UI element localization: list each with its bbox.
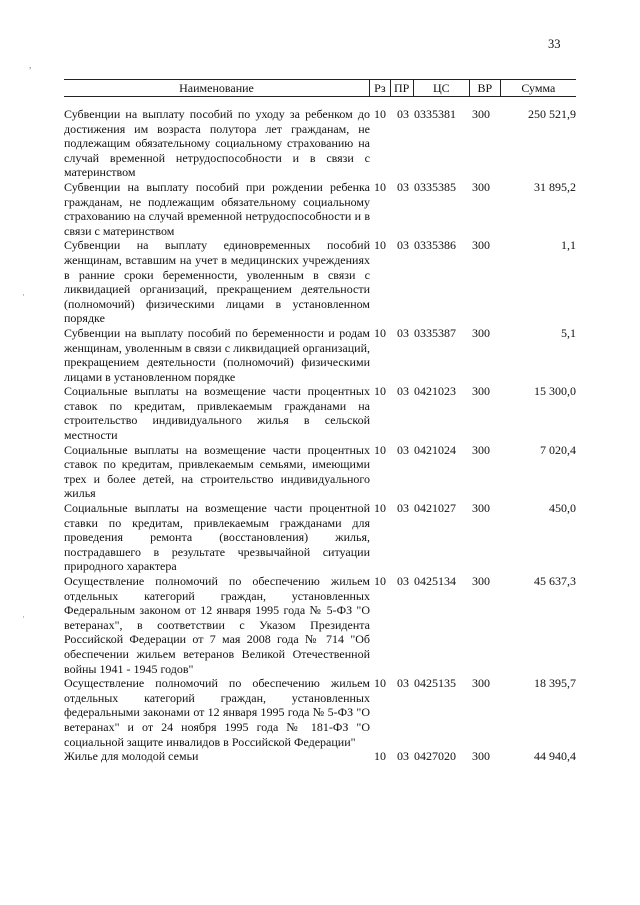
row-vr: 300 bbox=[472, 574, 490, 588]
row-pr: 03 bbox=[397, 676, 409, 691]
row-sum: 1,1 bbox=[561, 238, 576, 253]
row-vr: 300 bbox=[472, 442, 490, 457]
row-pr: 03 bbox=[397, 325, 409, 340]
row-pr: 03 bbox=[397, 442, 409, 457]
row-vr: 300 bbox=[472, 501, 490, 516]
row-pr: 03 bbox=[397, 749, 409, 764]
row-vr: 300 bbox=[472, 676, 490, 691]
row-sum: 31 895,2 bbox=[534, 179, 576, 194]
table-row bbox=[64, 443, 576, 501]
row-cs: 0427020 bbox=[414, 749, 456, 764]
row-sum: 450,0 bbox=[549, 501, 576, 516]
row-cs: 0421023 bbox=[414, 384, 456, 399]
row-rz: 10 bbox=[374, 179, 386, 194]
row-name: Субвенции на выплату пособий при рождении ребенка гражданам, не подлежащим обязательному социальному страхованию на случай временной нетрудоспособности и в связи с материнством bbox=[64, 179, 370, 238]
row-vr: 300 bbox=[472, 107, 490, 121]
table-header bbox=[64, 79, 576, 97]
row-pr: 03 bbox=[397, 384, 409, 399]
row-cs: 0421024 bbox=[414, 442, 456, 457]
table-row bbox=[64, 574, 576, 676]
row-pr: 03 bbox=[397, 238, 409, 253]
row-name: Субвенции на выплату единовременных пособий женщинам, вставшим на учет в медицинских учреждениях в ранние сроки беременности, уволенным в связи с ликвидацией организаций, прекращением деятельности (полномочий) физическими лицами в установленном порядке bbox=[64, 238, 370, 326]
row-cs: 0335387 bbox=[414, 325, 456, 340]
table-row bbox=[64, 326, 576, 384]
header-vr: ВР bbox=[469, 80, 500, 96]
header-rz: Рз bbox=[369, 80, 390, 96]
table-row bbox=[64, 238, 576, 326]
row-cs: 0335381 bbox=[414, 107, 456, 121]
header-pr: ПР bbox=[390, 80, 413, 96]
row-cs: 0425134 bbox=[414, 574, 456, 588]
budget-table bbox=[64, 79, 576, 764]
row-pr: 03 bbox=[397, 574, 409, 588]
row-rz: 10 bbox=[374, 749, 386, 764]
row-rz: 10 bbox=[374, 501, 386, 516]
table-row bbox=[64, 501, 576, 574]
table-row bbox=[64, 384, 576, 442]
row-name: Социальные выплаты на возмещение части процентной ставки по кредитам, привлекаемым гражданами для проведения ремонта (восстановления) жилья, пострадавшего в результате чрезвычайной ситуации природного характера bbox=[64, 501, 370, 574]
row-rz: 10 bbox=[374, 107, 386, 121]
scan-speck: · bbox=[22, 612, 25, 622]
table-body bbox=[64, 107, 576, 764]
row-rz: 10 bbox=[374, 238, 386, 253]
row-name: Осуществление полномочий по обеспечению жильем отдельных категорий граждан, установленных федеральными законами от 12 января 1995 года № 5-ФЗ "О ветеранах" и от 24 ноября 1995 года № 181-ФЗ "О социальной защите инвалидов в Российской Федерации" bbox=[64, 676, 370, 749]
row-sum: 44 940,4 bbox=[534, 749, 576, 764]
table-row bbox=[64, 180, 576, 238]
row-name: Субвенции на выплату пособий по беременности и родам женщинам, уволенным в связи с ликвидацией организаций, прекращением деятельности (полномочий) физическими лицами в установленном порядке bbox=[64, 325, 370, 384]
row-sum: 7 020,4 bbox=[540, 442, 576, 457]
row-sum: 18 395,7 bbox=[534, 676, 576, 691]
row-rz: 10 bbox=[374, 325, 386, 340]
row-vr: 300 bbox=[472, 384, 490, 399]
header-cs: ЦС bbox=[413, 80, 469, 96]
row-cs: 0425135 bbox=[414, 676, 456, 691]
row-cs: 0421027 bbox=[414, 501, 456, 516]
row-cs: 0335385 bbox=[414, 179, 456, 194]
row-sum: 45 637,3 bbox=[534, 574, 576, 588]
row-rz: 10 bbox=[374, 676, 386, 691]
row-pr: 03 bbox=[397, 107, 409, 121]
row-vr: 300 bbox=[472, 238, 490, 253]
row-name: Жилье для молодой семьи bbox=[64, 749, 199, 764]
scan-speck: · bbox=[22, 290, 25, 300]
page-number: 33 bbox=[548, 37, 561, 51]
row-vr: 300 bbox=[472, 325, 490, 340]
row-name: Осуществление полномочий по обеспечению жильем отдельных категорий граждан, установленных Федеральным законом от 12 января 1995 года № 5-ФЗ "О ветеранах", в соответствии с Указом Президента Российской Федерации от 7 мая 2008 года № 714 "Об обеспечении жильем ветеранов Великой Отечественной войны 1941 - 1945 годов" bbox=[64, 574, 370, 676]
row-name: Субвенции на выплату пособий по уходу за ребенком до достижения им возраста полутора лет гражданам, не подлежащим обязательному социальному страхованию на случай временной нетрудоспособности и в связи с материнством bbox=[64, 107, 370, 180]
row-pr: 03 bbox=[397, 179, 409, 194]
row-sum: 5,1 bbox=[561, 325, 576, 340]
row-rz: 10 bbox=[374, 442, 386, 457]
row-name: Социальные выплаты на возмещение части процентных ставок по кредитам, привлекаемым семьями, имеющими трех и более детей, на строительство индивидуального жилья bbox=[64, 442, 370, 501]
row-rz: 10 bbox=[374, 574, 386, 588]
row-vr: 300 bbox=[472, 179, 490, 194]
row-cs: 0335386 bbox=[414, 238, 456, 253]
row-vr: 300 bbox=[472, 749, 490, 764]
table-row bbox=[64, 676, 576, 749]
header-sum: Сумма bbox=[500, 80, 576, 96]
scan-speck: , bbox=[29, 60, 32, 70]
table-row bbox=[64, 749, 576, 764]
row-pr: 03 bbox=[397, 501, 409, 516]
header-name: Наименование bbox=[179, 81, 254, 95]
table-row bbox=[64, 107, 576, 180]
row-sum: 250 521,9 bbox=[528, 107, 576, 121]
row-sum: 15 300,0 bbox=[534, 384, 576, 399]
row-name: Социальные выплаты на возмещение части процентных ставок по кредитам, привлекаемым гражданами на строительство индивидуального жилья в сельской местности bbox=[64, 384, 370, 443]
row-rz: 10 bbox=[374, 384, 386, 399]
